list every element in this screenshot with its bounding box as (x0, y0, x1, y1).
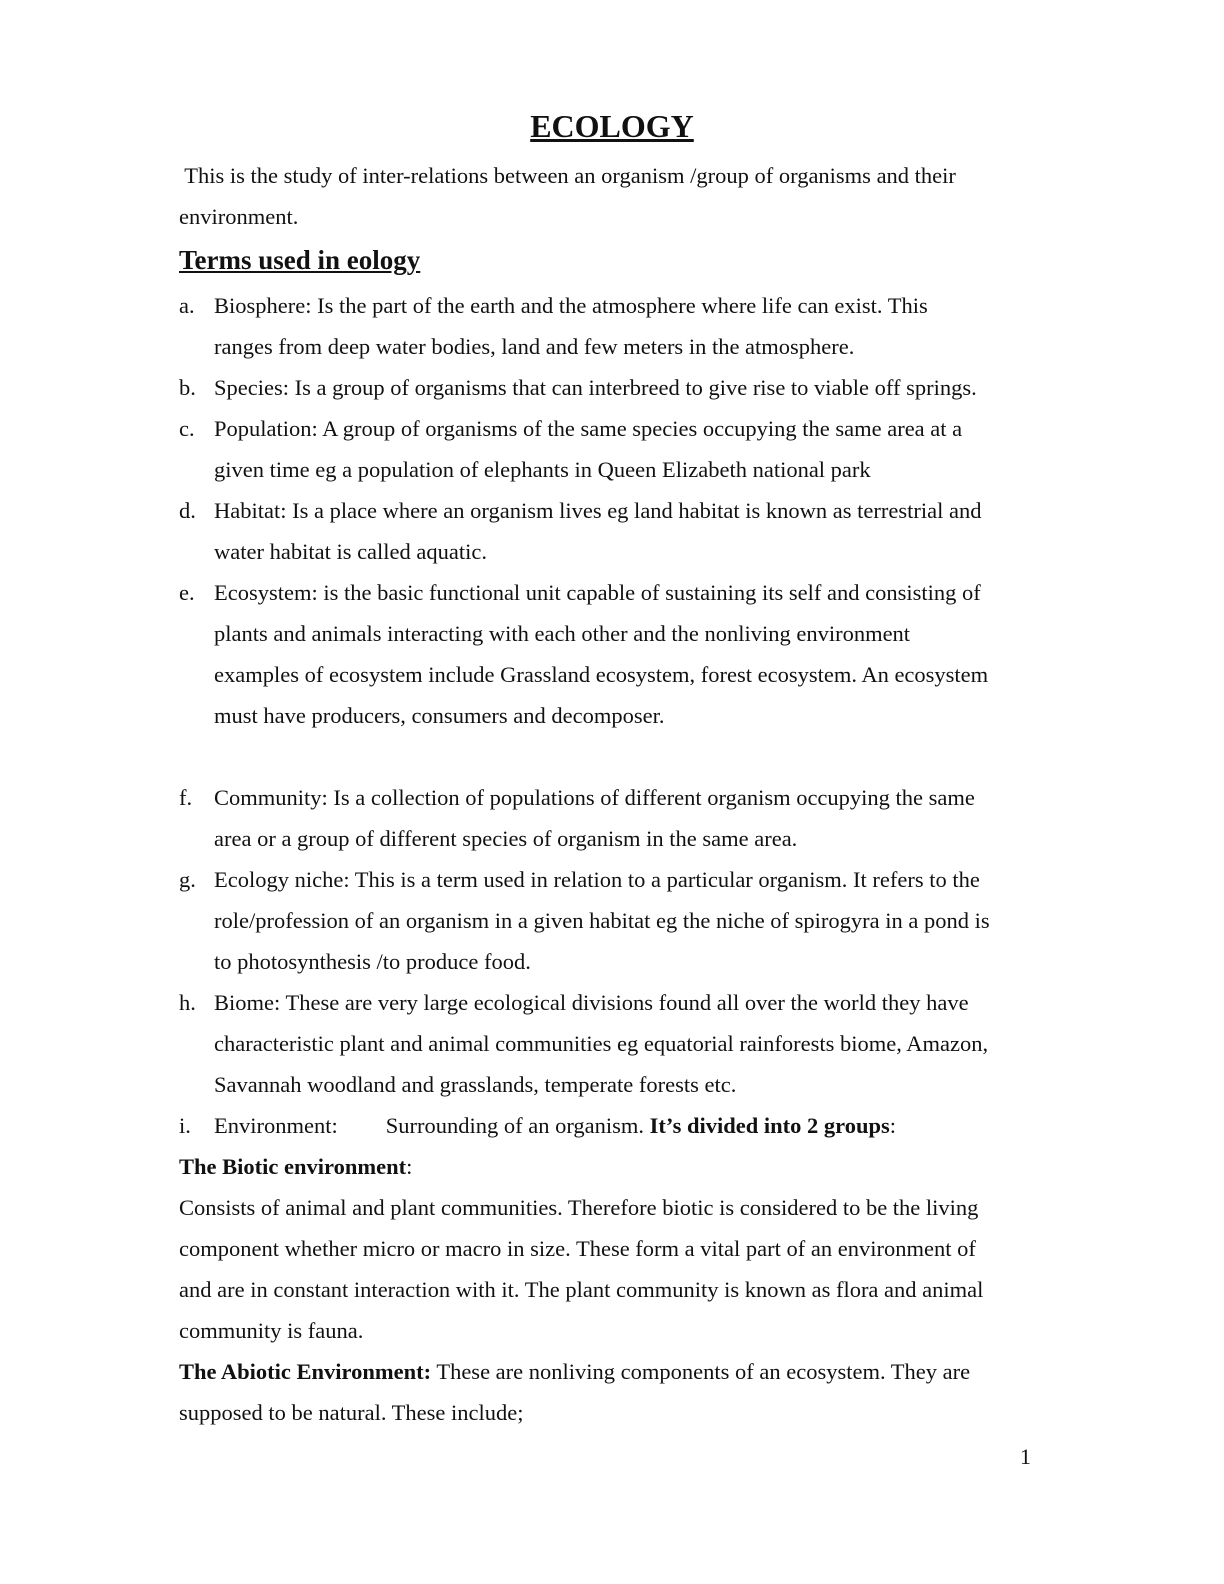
list-item-line: Ecosystem: is the basic functional unit capable of sustaining its self and consisting of (214, 580, 981, 605)
list-item-line: Community: Is a collection of populations of different organism occupying the same (214, 785, 975, 810)
page-title: ECOLOGY (530, 108, 694, 144)
list-item-line: ranges from deep water bodies, land and few meters in the atmosphere. (214, 334, 855, 359)
list-item-line: role/profession of an organism in a given habitat eg the niche of spirogyra in a pond is (214, 908, 990, 933)
environment-text: Surrounding of an organism. (385, 1113, 650, 1138)
biotic-line: component whether micro or macro in size. These form a vital part of an environment of (179, 1236, 976, 1261)
abiotic-section (179, 1351, 1059, 1433)
section-heading: Terms used in eology (179, 245, 421, 275)
list-marker: b. (179, 375, 196, 400)
biotic-line: and are in constant interaction with it. The plant community is known as flora and animal (179, 1277, 984, 1302)
biotic-section (179, 1146, 1059, 1351)
list-item-line: Population: A group of organisms of the same species occupying the same area at a (214, 416, 963, 441)
list-item-line (214, 1105, 1059, 1146)
list-marker: h. (179, 990, 196, 1015)
intro-line-2: environment. (179, 204, 299, 229)
list-marker: d. (179, 498, 196, 523)
intro-paragraph (179, 155, 1059, 237)
abiotic-line-1-text: These are nonliving components of an ecosystem. They are (431, 1359, 971, 1384)
list-item-line: Savannah woodland and grasslands, temperate forests etc. (214, 1072, 737, 1097)
list-item-line: Biosphere: Is the part of the earth and the atmosphere where life can exist. This (214, 293, 928, 318)
list-item-line: Species: Is a group of organisms that can interbreed to give rise to viable off springs. (214, 375, 977, 400)
list-marker: i. (179, 1113, 191, 1138)
environment-colon: : (889, 1113, 896, 1138)
abiotic-heading: The Abiotic Environment: (179, 1359, 432, 1384)
list-marker: e. (179, 580, 195, 605)
biotic-heading-colon: : (406, 1154, 413, 1179)
page-number: 1 (1020, 1444, 1031, 1469)
list-marker: c. (179, 416, 195, 441)
biotic-heading-line (179, 1146, 1059, 1187)
list-item-line: given time eg a population of elephants in Queen Elizabeth national park (214, 457, 871, 482)
biotic-line: Consists of animal and plant communities. Therefore biotic is considered to be the living (179, 1195, 979, 1220)
abiotic-line-2: supposed to be natural. These include; (179, 1400, 524, 1425)
list-item-line: Habitat: Is a place where an organism lives eg land habitat is known as terrestrial and (214, 498, 982, 523)
list-item-line: plants and animals interacting with each other and the nonliving environment (214, 621, 911, 646)
list-item-line: examples of ecosystem include Grassland ecosystem, forest ecosystem. An ecosystem (214, 662, 989, 687)
list-marker: a. (179, 293, 195, 318)
environment-groups-text: It’s divided into 2 groups (649, 1113, 890, 1138)
biotic-heading: The Biotic environment (179, 1154, 407, 1179)
list-item-line: water habitat is called aquatic. (214, 539, 487, 564)
list-item-line: must have producers, consumers and decomposer. (214, 703, 665, 728)
abiotic-line-1 (179, 1351, 1059, 1392)
list-item-line: area or a group of different species of organism in the same area. (214, 826, 798, 851)
list-marker: g. (179, 867, 196, 892)
list-item-line: to photosynthesis /to produce food. (214, 949, 531, 974)
list-item-line: characteristic plant and animal communities eg equatorial rainforests biome, Amazon, (214, 1031, 989, 1056)
list-item-line: Ecology niche: This is a term used in relation to a particular organism. It refers to the (214, 867, 980, 892)
biotic-line: community is fauna. (179, 1318, 364, 1343)
intro-line-1: This is the study of inter-relations between an organism /group of organisms and their (179, 163, 956, 188)
list-marker: f. (179, 785, 193, 810)
environment-label: Environment: (214, 1113, 338, 1138)
list-item-line: Biome: These are very large ecological divisions found all over the world they have (214, 990, 969, 1015)
